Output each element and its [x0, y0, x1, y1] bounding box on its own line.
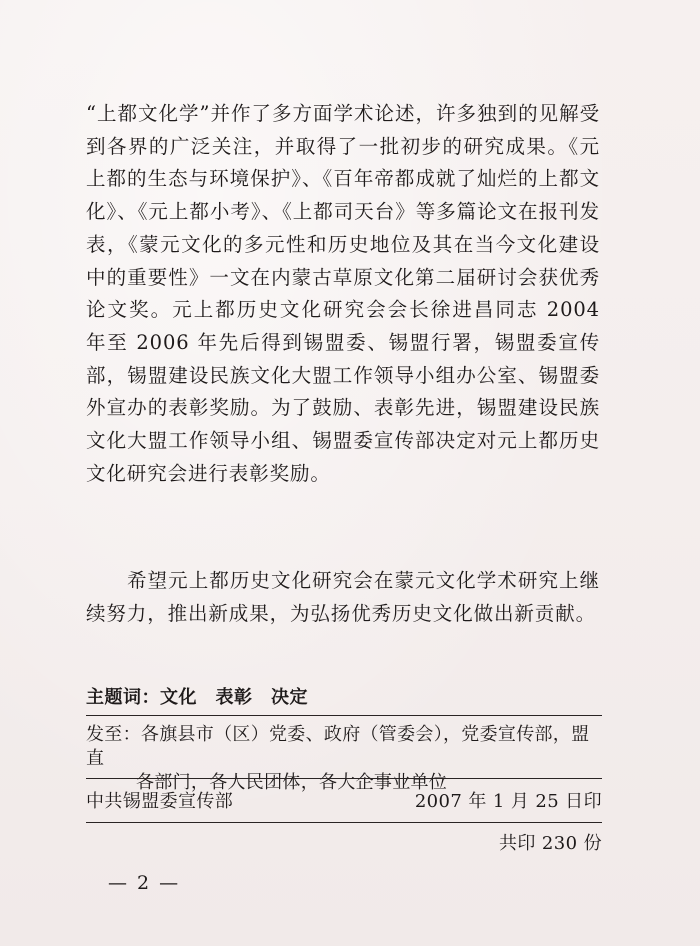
issuer: 中共锡盟委宣传部 — [86, 791, 234, 812]
body-paragraph-2: 希望元上都历史文化研究会在蒙元文化学术研究上继续努力，推出新成果，为弘扬优秀历史文化做出新贡献。 — [86, 569, 600, 625]
distribution-line-1: 发至：各旗县市（区）党委、政府（管委会），党委宣传部，盟直 — [86, 724, 590, 769]
divider-line — [86, 778, 602, 779]
page-number: — 2 — — [108, 872, 181, 894]
print-date: 2007 年 1 月 25 日印 — [414, 791, 602, 812]
body-paragraph-1: “上都文化学”并作了多方面学术论述，许多独到的见解受到各界的广泛关注，并取得了一批初步的研究成果。《元上都的生态与环境保护》、《百年帝都成就了灿烂的上都文化》、《元上都小考》、《上都司天台》等多篇论文在报刊发表，《蒙元文化的多元性和历史地位及其在当今文化建设中的重要性》一文在内蒙古草原文化第二届研讨会获优秀论文奖。元上都历史文化研究会会长徐进昌同志 2004 年至 2006 年先后得到锡盟委、锡盟行署，锡盟委宣传部，锡盟建设民族文化大盟工作领导小组办公室、锡盟委外宣办的表彰奖励。为了鼓励、表彰先进，锡盟建设民族文化大盟工作领导小组、锡盟委宣传部决定对元上都历史文化研究会进行表彰奖励。 — [86, 102, 600, 485]
distribution-list — [86, 723, 602, 795]
distribution-line-2: 各部门，各人民团体，各大企事业单位 — [136, 772, 448, 793]
divider-line — [86, 822, 602, 823]
divider-line — [86, 715, 602, 716]
topic-words: 主题词：文化 表彰 决定 — [86, 687, 308, 708]
copies-count: 共印 230 份 — [499, 833, 602, 854]
